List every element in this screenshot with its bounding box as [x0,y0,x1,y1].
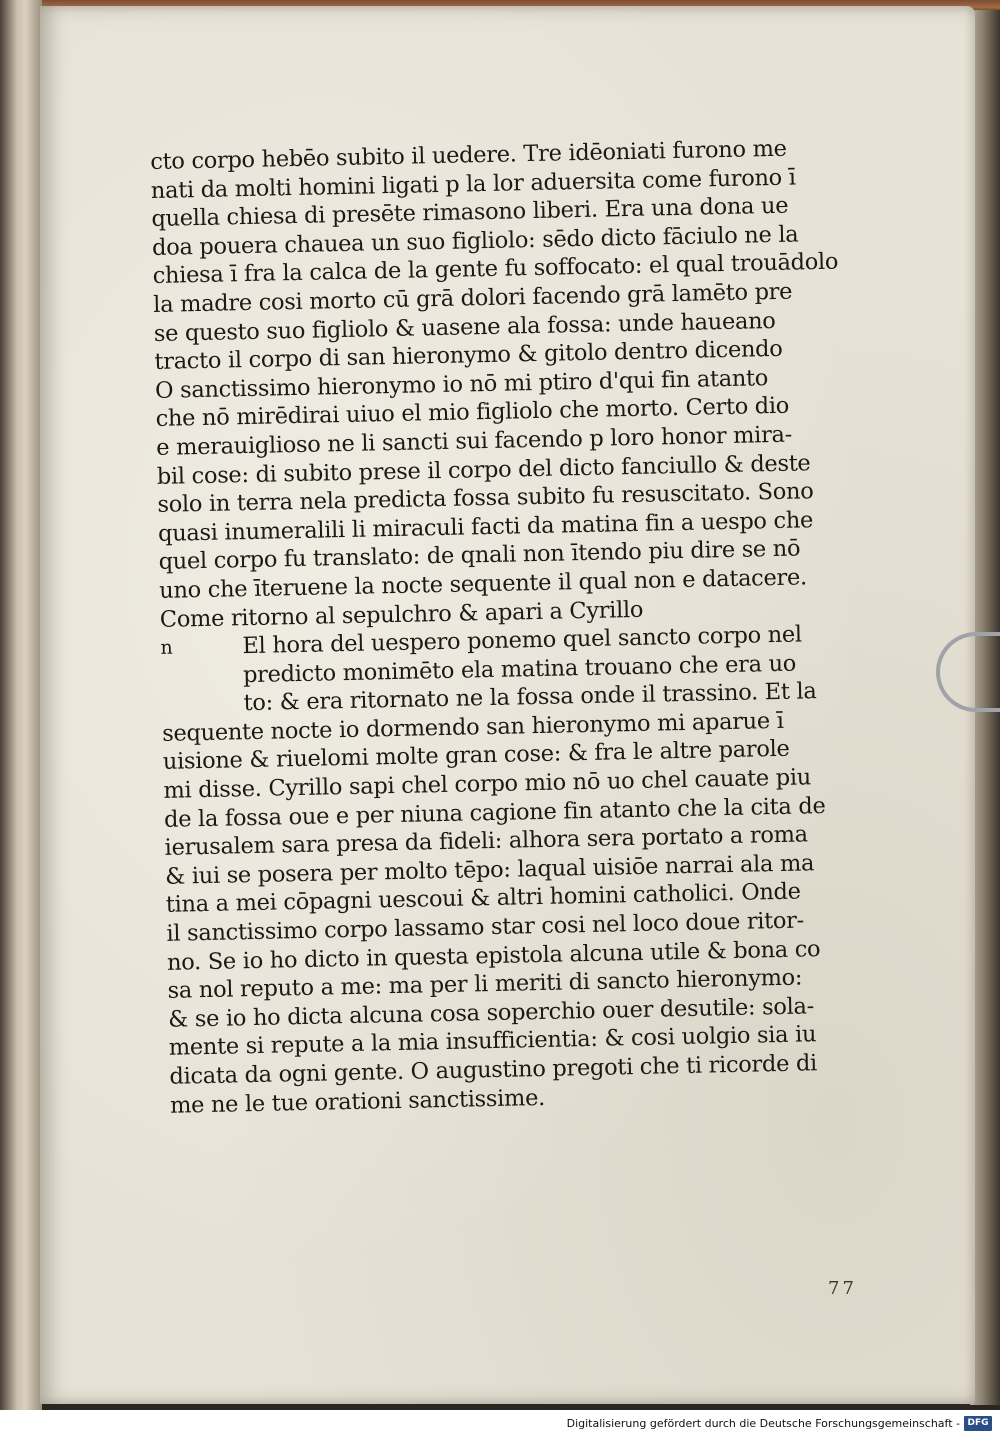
text-line: solo in terra nela predicta fossa subito fu resuscitato. Sono [157,478,814,519]
text-line: tina a mei cōpagni uescoui & altri homini catholici. Onde [165,878,801,919]
text-line: la madre cosi morto cū grā dolori facendo grā lamēto pre [153,278,793,318]
text-line: ierusalem sara presa da fideli: alhora sera portato a roma [164,821,808,862]
text-line: & se io ho dicta alcuna cosa soperchio ouer desutile: sola- [167,993,815,1033]
initial-letter-guide: n [160,636,173,659]
digitization-footer [0,1410,1000,1437]
text-line: uno che īteruene la nocte sequente il qual non e datacere. [159,564,808,604]
body-text [150,135,839,1120]
dfg-logo-icon: DFG [964,1416,992,1431]
text-line: no. Se io ho dicto in questa epistola alcuna utile & bona co [166,935,821,976]
text-line: che nō mirēdirai uiuo el mio figliolo che morto. Certo dio [155,393,790,433]
book-spine-edge [0,0,42,1410]
text-line: predicto monimēto ela matina trouano che era uo [242,650,797,688]
text-line: mi disse. Cyrillo sapi chel corpo mio nō uo chel cauate piu [163,764,812,804]
text-line: cto corpo hebēo subito il uedere. Tre idēoniati furono me [150,135,787,175]
text-line: dicata da ogni gente. O augustino pregoti che ti ricorde di [169,1050,818,1090]
text-line: bil cose: di subito prese il corpo del dicto fanciullo & deste [156,449,811,490]
text-line: doa pouera chaueа un suo figliolo: sēdo dicto fāciulo ne la [151,221,799,261]
text-line: sa nol reputo a me: ma per li meriti di sancto hieronymo: [167,964,803,1005]
text-line: & iui se posera per molto tēpo: laqual uisiōe narrai ala ma [164,850,815,890]
text-line: quel corpo fu translato: de qnali non ītendo piu dire se nō [158,535,801,576]
text-line: O sanctissimo hieronymo io nō mi ptiro d'qui fin atanto [154,364,769,404]
text-line: il sanctissimo corpo lassamo star cosi nel loco doue ritor- [166,907,805,947]
text-line: e merauiglioso ne li sancti sui facendo p loro honor mira- [156,421,793,461]
first-indent-line: El hora del uespero ponemo quel sancto corpo nel [242,621,803,660]
chapter-heading: Come ritorno al sepulchro & apari a Cyrillo [159,596,644,633]
text-line: me ne le tue orationi sanctissime. [169,1084,546,1119]
page-number: 77 [828,1278,857,1299]
text-line: mente si repute a la mia insufficientia: & cosi uolgio sia iu [168,1021,817,1062]
text-line: to: & era ritornato ne la fossa onde il trassino. Et la [243,678,817,717]
text-line: quella chiesa di presēte rimasono liberi. Era una dona ue [151,192,789,233]
text-line: chiesa ī fra la calca de la gente fu soffocato: el qual trouādolo [152,248,839,290]
text-line: se questo suo figliolo & uasene ala fossa: unde haueano [153,307,776,347]
footer-credit: Digitalisierung gefördert durch die Deutsche Forschungsgemeinschaft - [566,1417,960,1430]
text-line: nati da molti homini ligati p la lor aduersita come furono ī [150,164,796,204]
text-line: quasi inumeralili li miraculi facti da matina fin a uespo che [157,506,814,547]
text-line: tracto il corpo di san hieronymo & gitolo dentro dicendo [154,335,783,376]
text-line: sequente nocte io dormendo san hieronymo mi aparue ī [161,707,784,747]
text-line: uisione & riuelomi molte gran cose: & fra le altre parole [162,736,790,776]
text-line: de la fossa oue e per niuna cagione fin atanto che la cita de [163,792,826,833]
